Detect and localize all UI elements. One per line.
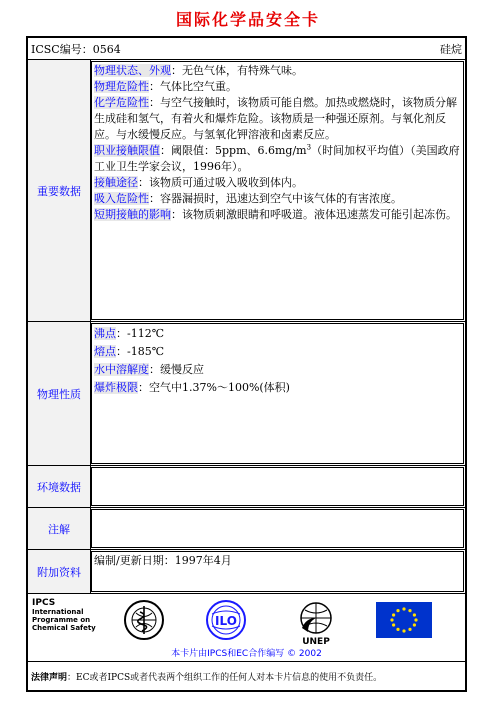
update-date: 编制/更新日期：1997年4月 — [94, 554, 232, 567]
physical-item: 沸点：-112℃ — [94, 327, 165, 340]
important-item: 职业接触限值：阈限值：5ppm、$6.6mg/m^3$（时间加权平均值）（美国政府工业卫生学家会议，1996年）。 — [94, 143, 460, 173]
important-item: 短期接触的影响：该物质刺激眼睛和呼吸道。液体迅速蒸发可能引起冻伤。 — [94, 208, 457, 221]
notes-label: 注解 — [28, 508, 91, 549]
who-emblem-icon — [122, 598, 166, 642]
important-item: 吸入危险性：容器漏损时，迅速达到空气中该气体的有害浓度。 — [94, 192, 402, 205]
unep-label: UNEP — [302, 637, 330, 647]
eu-flag-icon — [376, 602, 432, 638]
logos-row — [28, 594, 465, 662]
icsc-number: ICSC编号：0564 — [31, 43, 121, 56]
legal-disclaimer: 法律声明 ：EC或者IPCS或者代表两个组织工作的任何人对本卡片信息的使用不负责任。 — [31, 672, 383, 683]
physical-properties-row — [28, 322, 465, 466]
important-data-label: 重要数据 — [28, 60, 91, 321]
additional-info-row — [28, 550, 465, 594]
svg-text:ILO: ILO — [215, 614, 237, 628]
important-data-list — [92, 62, 463, 321]
card-title: 国际化学品安全卡 — [175, 10, 320, 29]
ilo-emblem-icon — [204, 598, 248, 642]
environment-data-label: 环境数据 — [28, 466, 91, 507]
additional-info-label: 附加资料 — [28, 550, 91, 593]
important-item: 物理危险性：气体比空气重。 — [94, 80, 237, 93]
physical-properties-label: 物理性质 — [28, 322, 91, 465]
header-row — [28, 38, 465, 60]
chemical-name: 硅烷 — [440, 43, 462, 56]
notes-row — [28, 508, 465, 550]
ipcs-logo: IPCS International Programme on Chemical Safety — [32, 598, 96, 632]
important-item: 化学危险性：与空气接触时，该物质可能自燃。加热或燃烧时，该物质分解生成硅和氢气，有着火和爆炸危险。该物质是一种强还原剂。与氧化剂反应。与水缓慢反应。与氢氧化钾溶液和卤素反应。 — [94, 96, 457, 141]
physical-properties-list — [92, 324, 463, 465]
physical-item: 熔点：-185℃ — [94, 345, 165, 358]
card-credit: 本卡片由IPCS和EC合作编写 © 2002 — [171, 649, 322, 659]
physical-item: 爆炸极限：空气中1.37%～100%(体积) — [94, 381, 290, 394]
environment-data-row — [28, 466, 465, 508]
important-item: 物理状态、外观：无色气体，有特殊气味。 — [94, 64, 303, 77]
important-data-row — [28, 60, 465, 322]
unep-emblem-icon — [296, 598, 336, 638]
physical-item: 水中溶解度：缓慢反应 — [94, 363, 204, 376]
important-item: 接触途径：该物质可通过吸入吸收到体内。 — [94, 176, 303, 189]
safety-card — [26, 36, 467, 692]
disclaimer-row — [28, 662, 465, 690]
